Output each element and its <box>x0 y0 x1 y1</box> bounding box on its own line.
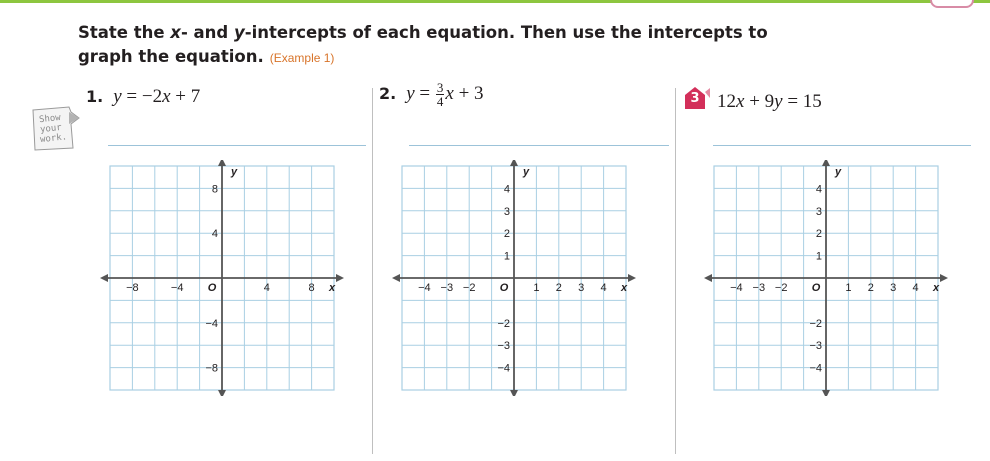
answer-line[interactable] <box>409 145 669 146</box>
origin-label: O <box>811 282 821 294</box>
y-axis-label: y <box>835 166 842 178</box>
y-axis-arrow-up <box>822 160 830 166</box>
y-tick-label: 1 <box>815 250 822 263</box>
y-tick-label: −2 <box>497 317 510 330</box>
x-tick-label: −4 <box>730 282 743 294</box>
x-tick-label: 4 <box>600 282 607 294</box>
coordinate-grid-2[interactable] <box>392 160 638 396</box>
y-axis-label: y <box>523 166 530 178</box>
equation-term: 12 <box>717 91 736 112</box>
column-divider <box>372 88 373 454</box>
instructions-text: State the <box>78 23 171 42</box>
x-tick-label: 2 <box>555 282 562 294</box>
y-tick-label: 4 <box>815 183 822 196</box>
x-variable: x <box>170 23 181 42</box>
y-axis-label: y <box>231 166 238 178</box>
y-tick-label: 8 <box>211 183 218 196</box>
x-tick-label: 4 <box>263 282 270 294</box>
y-tick-label: 4 <box>211 228 218 241</box>
x-axis-arrow-right <box>940 274 948 282</box>
y-tick-label: 3 <box>503 205 510 218</box>
equation-term: x <box>736 91 745 112</box>
y-tick-label: 1 <box>503 250 510 263</box>
equation-term: y <box>774 91 783 112</box>
coordinate-grid-1[interactable] <box>100 160 346 396</box>
equation-term: y <box>113 86 122 107</box>
y-axis-arrow-up <box>510 160 518 166</box>
equation-term: x <box>445 82 454 104</box>
instructions-text: - and <box>180 23 234 42</box>
y-variable: y <box>233 23 245 42</box>
show-work-line1: Show <box>38 113 62 126</box>
coordinate-grid-3[interactable] <box>704 160 950 396</box>
x-tick-label: 8 <box>308 282 315 294</box>
y-tick-label: −8 <box>205 362 218 375</box>
example-reference: (Example 1) <box>269 51 335 65</box>
answer-line[interactable] <box>108 145 366 146</box>
x-axis-arrow-left <box>704 274 712 282</box>
x-axis-arrow-left <box>100 274 108 282</box>
fraction-numerator: 3 <box>436 80 444 95</box>
equation-term: x <box>162 86 171 107</box>
equation-term: = 15 <box>782 91 822 112</box>
instructions-text: -intercepts of each equation. Then use the intercepts to graph the equation. <box>78 23 768 66</box>
x-axis-label: x <box>932 282 940 294</box>
y-tick-label: −2 <box>809 317 822 330</box>
column-divider <box>675 88 676 454</box>
problem-number: 2. <box>379 83 397 103</box>
x-axis-label: x <box>328 282 336 294</box>
y-tick-label: −3 <box>809 340 822 353</box>
y-axis-arrow-down <box>510 390 518 396</box>
problem-3 <box>683 86 822 113</box>
y-tick-label: −4 <box>205 317 218 330</box>
instructions <box>78 21 778 70</box>
equation-term: + 7 <box>170 86 201 107</box>
y-axis-arrow-down <box>822 390 830 396</box>
y-tick-label: −4 <box>809 362 822 375</box>
problem-2 <box>379 81 484 108</box>
fraction <box>436 81 445 108</box>
x-tick-label: −4 <box>170 282 184 294</box>
y-axis-arrow-down <box>218 390 226 396</box>
answer-line[interactable] <box>713 145 971 146</box>
x-tick-label: −3 <box>440 282 454 294</box>
x-tick-label: 1 <box>845 282 852 294</box>
corner-tab <box>930 0 974 8</box>
x-tick-label: 2 <box>867 282 874 294</box>
y-tick-label: 4 <box>503 183 510 196</box>
x-tick-label: 4 <box>912 282 919 294</box>
challenge-badge <box>683 86 711 110</box>
x-tick-label: −2 <box>774 282 788 294</box>
equation-term: = −2 <box>121 86 163 107</box>
x-axis-label: x <box>620 282 628 294</box>
equation-term: + 3 <box>453 82 484 104</box>
origin-label: O <box>499 282 509 294</box>
top-rule <box>0 0 990 3</box>
x-tick-label: −8 <box>126 282 139 294</box>
x-axis-arrow-left <box>392 274 400 282</box>
show-work-line2: your <box>39 122 63 136</box>
x-tick-label: 3 <box>578 282 585 294</box>
y-axis-arrow-up <box>218 160 226 166</box>
origin-label: O <box>207 282 217 294</box>
fraction-denominator: 4 <box>436 94 444 109</box>
show-your-work-icon <box>29 104 85 154</box>
problem-number: 1. <box>86 87 104 106</box>
x-tick-label: −3 <box>752 282 766 294</box>
problem-number: 3 <box>690 91 700 106</box>
y-tick-label: 2 <box>503 228 510 241</box>
equation-term: y <box>406 82 415 104</box>
y-tick-label: −4 <box>497 362 510 375</box>
x-tick-label: 3 <box>890 282 897 294</box>
x-axis-arrow-right <box>628 274 636 282</box>
show-work-line3: work. <box>39 132 68 146</box>
x-axis-arrow-right <box>336 274 344 282</box>
x-tick-label: −4 <box>418 282 431 294</box>
equation-term: + 9 <box>744 91 775 112</box>
y-tick-label: 3 <box>815 205 822 218</box>
y-tick-label: 2 <box>815 228 822 241</box>
x-tick-label: 1 <box>533 282 540 294</box>
x-tick-label: −2 <box>462 282 476 294</box>
equation-term: = <box>414 82 435 104</box>
y-tick-label: −3 <box>497 340 510 353</box>
problem-1 <box>86 86 200 108</box>
